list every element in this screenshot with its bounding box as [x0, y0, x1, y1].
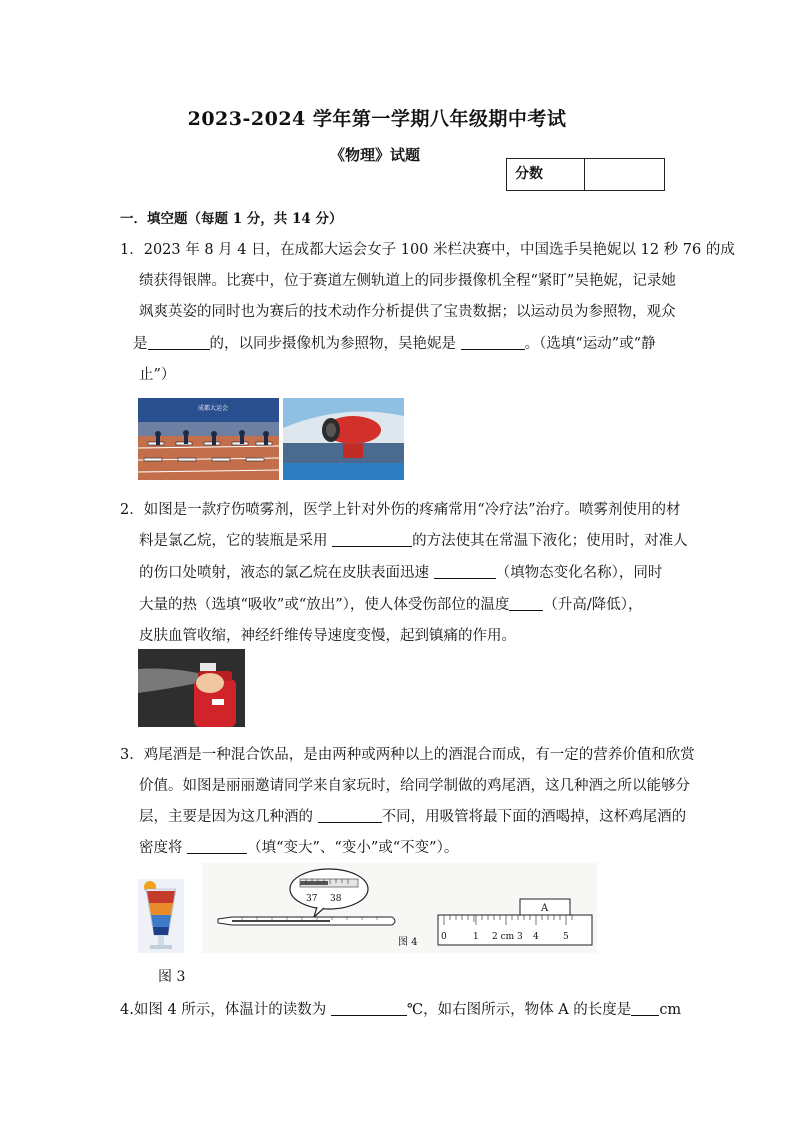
q1-text-b: 的，以同步摄像机为参照物，吴艳妮是 [209, 336, 456, 352]
q3-line-1: 3．鸡尾酒是一种混合饮品，是由两种或两种以上的酒混合而成，有一定的营养价值和欣赏 [120, 747, 695, 763]
q2-text-e: 大量的热（选填“吸收”或“放出”），使人体受伤部位的温度 [139, 597, 510, 613]
q2-line-3 [139, 561, 662, 582]
score-box [506, 158, 665, 191]
q2-blank-2[interactable] [434, 564, 496, 580]
q2-line-4 [139, 593, 643, 614]
score-value[interactable] [585, 159, 664, 190]
q3-text-d: （填“变大”、“变小”或“不变”）。 [247, 840, 459, 856]
q3-line-3 [139, 805, 686, 826]
figure-4 [202, 863, 597, 953]
q3-blank-2[interactable] [187, 839, 247, 855]
q2-line-1: 2．如图是一款疗伤喷雾剂，医学上针对外伤的疼痛常用“冷疗法”治疗。喷雾剂使用的材 [120, 502, 681, 518]
therm-label-38: 38 [330, 894, 342, 904]
q4-blank-1[interactable] [331, 1001, 407, 1017]
q2-line-5: 皮肤血管收缩，神经纤维传导速度变慢，起到镇痛的作用。 [139, 628, 516, 644]
hurdles-race-photo [138, 398, 279, 480]
q4-text-c: cm [659, 1002, 682, 1018]
q1-line-3: 飒爽英姿的同时也为赛后的技术动作分析提供了宝贵数据；以运动员为参照物，观众 [139, 304, 676, 320]
q1-line-4 [133, 332, 656, 353]
ruler-label-4: 4 [533, 932, 539, 942]
q3-text-b: 不同，用吸管将最下面的酒喝掉，这杯鸡尾酒的 [381, 809, 687, 825]
score-label: 分数 [507, 159, 585, 190]
q1-line-2: 绩获得银牌。比赛中，位于赛道左侧轨道上的同步摄像机全程“紧盯”吴艳妮，记录她 [139, 273, 676, 289]
section-heading: 一．填空题（每题 1 分，共 14 分） [120, 211, 343, 227]
tracking-camera-photo [283, 398, 404, 480]
cocktail-photo [138, 879, 184, 953]
fig3-caption: 图 3 [158, 969, 186, 985]
therm-label-37: 37 [306, 894, 318, 904]
q4-blank-2[interactable] [631, 1001, 659, 1017]
exam-subtitle: 《物理》试题 [330, 146, 421, 164]
q4-line-1 [120, 998, 681, 1019]
q3-text-a: 层，主要是因为这几种酒的 [139, 809, 313, 825]
q1-line-1: 1．2023 年 8 月 4 日，在成都大运会女子 100 米栏决赛中，中国选手吴艳妮以 12 秒 76 的成 [120, 242, 735, 258]
q2-text-b: 的方法使其在常温下液化；使用时，对准人 [412, 533, 688, 549]
q2-line-2 [139, 529, 688, 550]
q3-text-c: 密度将 [139, 840, 183, 856]
ruler-label-5: 5 [563, 932, 569, 942]
q1-line-5: 止”） [139, 367, 176, 383]
banner-text: 成都大运会 [198, 405, 229, 412]
q4-text-b: ℃，如右图所示，物体 A 的长度是 [406, 1002, 632, 1018]
ruler-label-2-3: 2 cm 3 [492, 932, 523, 942]
q2-text-a: 料是氯乙烷，它的装瓶是采用 [139, 533, 328, 549]
q4-text-a: 4.如图 4 所示，体温计的读数为 [120, 1002, 327, 1018]
ruler-label-0: 0 [441, 932, 447, 942]
q1-text-a: 是 [133, 336, 148, 352]
q1-blank-1[interactable] [148, 335, 210, 351]
q2-text-d: （填物态变化名称），同时 [495, 565, 663, 581]
q3-line-4 [139, 836, 458, 857]
block-a-label: A [541, 903, 549, 914]
exam-title: 2023-2024 学年第一学期八年级期中考试 [187, 108, 567, 130]
spray-can-photo [138, 649, 245, 727]
ruler-label-1: 1 [473, 932, 479, 942]
q2-blank-1[interactable] [332, 532, 412, 548]
q2-text-f: （升高/降低）， [543, 597, 643, 613]
q2-blank-3[interactable] [509, 596, 543, 612]
q2-text-c: 的伤口处喷射，液态的氯乙烷在皮肤表面迅速 [139, 565, 429, 581]
q1-blank-2[interactable] [461, 335, 525, 351]
q3-line-2: 价值。如图是丽丽邀请同学来自家玩时，给同学制做的鸡尾酒，这几种酒之所以能够分 [139, 778, 690, 794]
q1-text-c: 。（选填“运动”或“静 [524, 336, 656, 352]
fig4-caption: 图 4 [398, 937, 418, 948]
q3-blank-1[interactable] [318, 808, 382, 824]
